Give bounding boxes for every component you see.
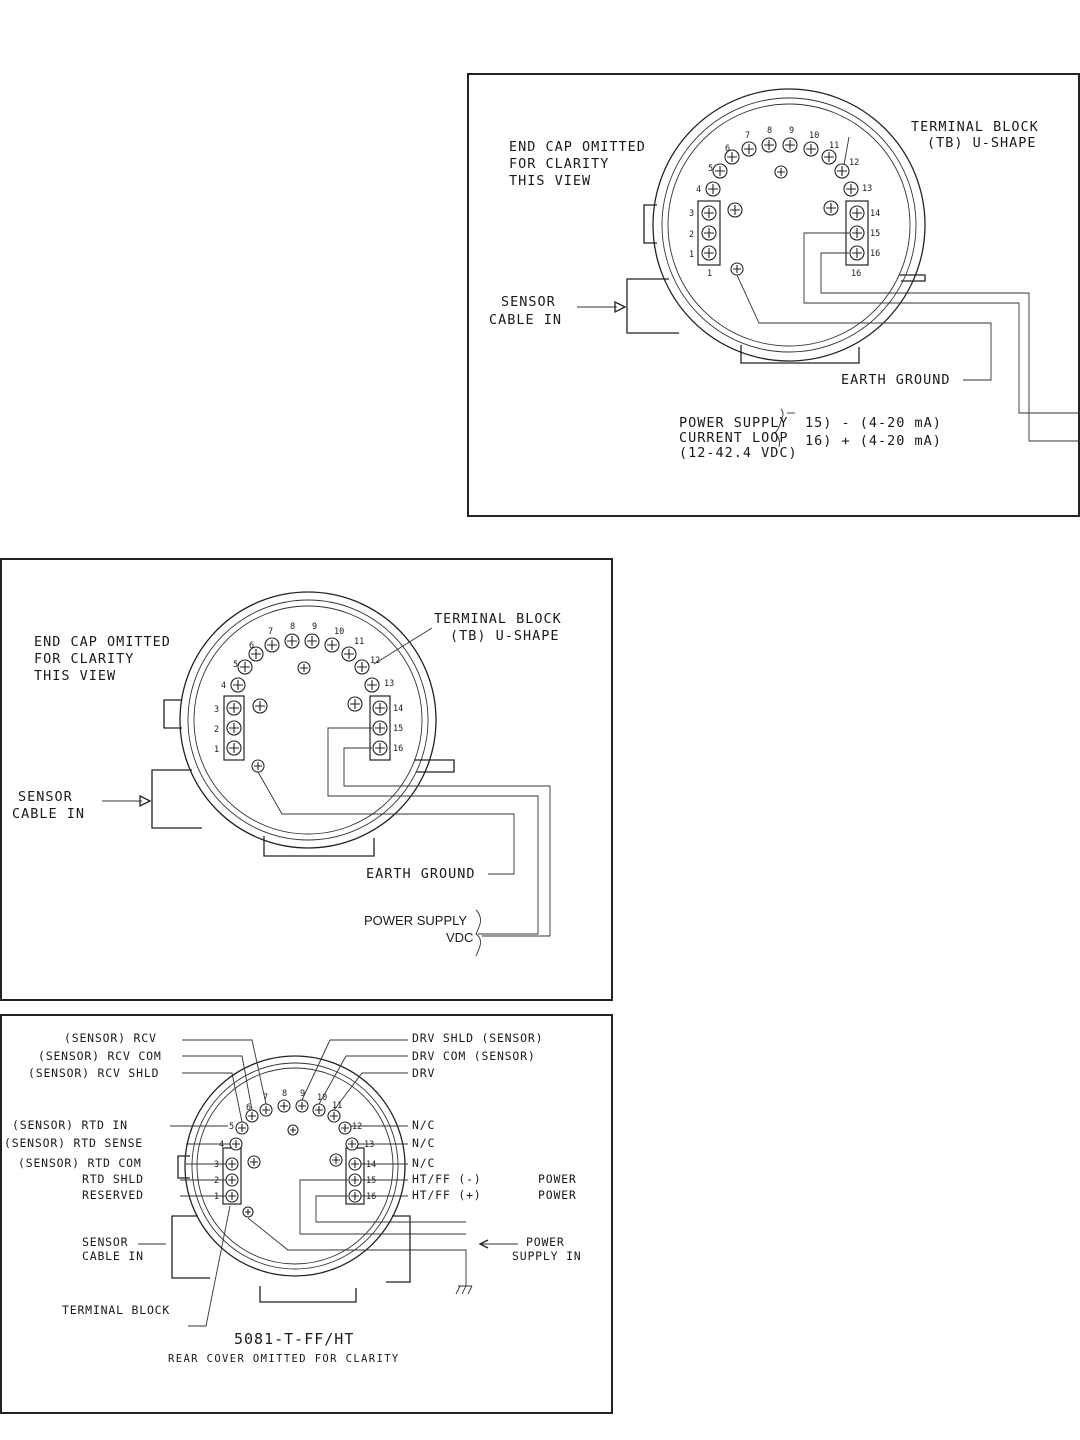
label-nc-13: N/C (412, 1136, 436, 1150)
ground-screw (731, 263, 743, 275)
label-drv: DRV (412, 1066, 436, 1080)
terminal-num-13: 13 (384, 679, 395, 689)
sensor-label-line1: SENSOR (18, 789, 73, 805)
diagram-panel-loop-wiring (467, 73, 1080, 517)
terminal-screw-16 (349, 1190, 361, 1202)
mount-screw-left (253, 699, 267, 713)
terminal-screw-7 (265, 638, 279, 652)
label-sensor-rtd-com: (SENSOR) RTD COM (18, 1156, 142, 1170)
housing-conduit-left (627, 279, 679, 333)
terminal-screw-5 (238, 660, 252, 674)
label-sensor-rtd-sense: (SENSOR) RTD SENSE (4, 1136, 144, 1150)
ground-screw (243, 1207, 253, 1217)
terminal-screw-8 (285, 634, 299, 648)
terminal-screw-1 (227, 741, 241, 755)
power-supply-in-line1: POWER (526, 1235, 565, 1249)
end-cap-note-line3: THIS VIEW (509, 173, 592, 189)
label-drv-com: DRV COM (SENSOR) (412, 1049, 536, 1063)
ground-screw (252, 760, 264, 772)
terminal-num-12: 12 (352, 1122, 363, 1132)
terminal-screw-1 (702, 246, 716, 260)
sensor-label-line1: SENSOR (501, 294, 556, 310)
label-htff-minus: HT/FF (-) (412, 1172, 482, 1186)
terminal-screw-12 (835, 164, 849, 178)
terminal-num-9: 9 (300, 1089, 306, 1099)
ps-brace (476, 910, 481, 956)
terminal-screw-9 (305, 634, 319, 648)
terminal-num-5: 5 (233, 660, 239, 670)
housing-bottom-flange (260, 1286, 356, 1302)
ground-symbol (456, 1286, 472, 1294)
terminal-screw-3 (702, 206, 716, 220)
terminal-num-1: 1 (214, 745, 220, 755)
terminal-num-10: 10 (317, 1093, 328, 1103)
sensor-label-line1: SENSOR (82, 1235, 129, 1249)
terminal-num-5: 5 (708, 164, 714, 174)
label-nc-12: N/C (412, 1118, 436, 1132)
terminal-num-15: 15 (870, 229, 881, 239)
label-sensor-rcv: (SENSOR) RCV (64, 1031, 157, 1045)
terminal-screw-15 (373, 721, 387, 735)
terminal-screw-15 (349, 1174, 361, 1186)
terminal-num-3: 3 (214, 1160, 220, 1170)
label-htff-plus: HT/FF (+) (412, 1188, 482, 1202)
terminal-screw-13 (844, 182, 858, 196)
terminal-block-label-line2: (TB) U-SHAPE (927, 135, 1037, 151)
terminal-screw-4 (231, 678, 245, 692)
loop-terminal-16-label: 16) + (4-20 mA) (805, 433, 942, 449)
terminal-num-4: 4 (696, 185, 702, 195)
wiring-diagram-2 (2, 560, 615, 1003)
terminal-num-7: 7 (268, 627, 274, 637)
terminal-screw-12 (339, 1122, 351, 1134)
terminal-screw-1 (226, 1190, 238, 1202)
terminal-screw-4 (706, 182, 720, 196)
label-sensor-rtd-in: (SENSOR) RTD IN (12, 1118, 128, 1132)
terminal-num-15: 15 (366, 1176, 377, 1186)
label-nc-14: N/C (412, 1156, 436, 1170)
terminal-num-16-lower: 16 (851, 269, 862, 279)
terminal-num-4: 4 (219, 1140, 225, 1150)
terminal-num-11: 11 (829, 141, 840, 151)
terminal-screw-13 (365, 678, 379, 692)
mount-screw-top (298, 662, 310, 674)
terminal-screw-11 (342, 647, 356, 661)
power-supply-in-line2: SUPPLY IN (512, 1249, 582, 1263)
terminal-block-leader (188, 1206, 230, 1326)
end-cap-note-line1: END CAP OMITTED (509, 139, 646, 155)
housing-conduit-right (899, 275, 925, 281)
power-supply-line3: (12-42.4 VDC) (679, 445, 798, 461)
sensor-label-line2: CABLE IN (12, 806, 86, 822)
terminal-screw-2 (702, 226, 716, 240)
label-rtd-shld: RTD SHLD (82, 1172, 144, 1186)
diagram-panel-fieldbus-terminals (0, 1014, 613, 1414)
terminal-screw-8 (762, 138, 776, 152)
terminal-num-7: 7 (263, 1093, 269, 1103)
wire-terminal-16 (344, 748, 550, 936)
terminal-num-13: 13 (862, 184, 873, 194)
end-cap-note-line3: THIS VIEW (34, 668, 117, 684)
housing-bottom-flange (264, 836, 374, 856)
label-drv-shld: DRV SHLD (SENSOR) (412, 1031, 544, 1045)
terminal-num-2: 2 (689, 230, 695, 240)
terminal-num-14: 14 (870, 209, 881, 219)
mount-screw-right (348, 697, 362, 711)
terminal-num-10: 10 (334, 627, 345, 637)
label-power-plus: POWER (538, 1188, 577, 1202)
end-cap-note-line2: FOR CLARITY (509, 156, 610, 172)
terminal-num-9: 9 (312, 622, 318, 632)
terminal-screw-16 (850, 246, 864, 260)
terminal-num-9: 9 (789, 126, 795, 136)
caption: REAR COVER OMITTED FOR CLARITY (168, 1353, 400, 1365)
terminal-block-label: TERMINAL BLOCK (62, 1303, 171, 1317)
wire-earth-ground (258, 772, 514, 874)
terminal-block-label-line1: TERMINAL BLOCK (911, 119, 1039, 135)
wire-ground (248, 1218, 466, 1286)
label-power-minus: POWER (538, 1172, 577, 1186)
diagram-panel-power-wiring (0, 558, 613, 1001)
terminal-screw-11 (328, 1110, 340, 1122)
terminal-screw-4 (230, 1138, 242, 1150)
terminal-block (223, 1100, 364, 1217)
terminal-screw-7 (260, 1104, 272, 1116)
terminal-screw-13 (346, 1138, 358, 1150)
terminal-num-5: 5 (229, 1122, 235, 1132)
end-cap-note-line1: END CAP OMITTED (34, 634, 171, 650)
loop-terminal-15-label: 15) - (4-20 mA) (805, 415, 942, 431)
terminal-screw-5 (236, 1122, 248, 1134)
earth-ground-label: EARTH GROUND (366, 866, 476, 882)
wire-terminal-15 (328, 728, 538, 934)
terminal-num-6: 6 (246, 1103, 252, 1113)
terminal-num-15: 15 (393, 724, 404, 734)
label-reserved: RESERVED (82, 1188, 144, 1202)
terminal-screw-10 (313, 1104, 325, 1116)
mount-screw-left (728, 203, 742, 217)
terminal-num-16: 16 (366, 1192, 377, 1202)
terminal-screw-2 (226, 1174, 238, 1186)
terminal-screw-7 (742, 142, 756, 156)
terminal-num-4: 4 (221, 681, 227, 691)
terminal-screw-5 (713, 164, 727, 178)
terminal-block (698, 138, 868, 275)
terminal-num-12: 12 (370, 656, 381, 666)
terminal-screw-14 (850, 206, 864, 220)
mount-screw-left (248, 1156, 260, 1168)
terminal-screw-9 (783, 138, 797, 152)
terminal-num-6: 6 (249, 641, 255, 651)
power-supply-label: POWER SUPPLY (364, 913, 468, 928)
terminal-num-2: 2 (214, 725, 220, 735)
housing-tab (178, 1156, 190, 1178)
terminal-block-label-line2: (TB) U-SHAPE (450, 628, 560, 644)
terminal-num-16: 16 (870, 249, 881, 259)
housing-conduit-right (386, 1216, 410, 1282)
terminal-num-11: 11 (354, 637, 365, 647)
mount-screw-right (330, 1154, 342, 1166)
terminal-screw-3 (227, 701, 241, 715)
terminal-num-1-lower: 1 (707, 269, 713, 279)
housing-outer-ring (180, 592, 436, 848)
model-title: 5081-T-FF/HT (234, 1330, 355, 1348)
terminal-num-14: 14 (366, 1160, 377, 1170)
terminal-block (224, 634, 390, 772)
housing-tab (644, 205, 657, 243)
terminal-block-label-line1: TERMINAL BLOCK (434, 611, 562, 627)
sensor-label-line2: CABLE IN (489, 312, 563, 328)
terminal-num-8: 8 (767, 126, 773, 136)
label-sensor-rcv-com: (SENSOR) RCV COM (38, 1049, 162, 1063)
earth-ground-label: EARTH GROUND (841, 372, 951, 388)
vdc-label: VDC (446, 930, 474, 945)
terminal-num-10: 10 (809, 131, 820, 141)
power-supply-line1: POWER SUPPLY (679, 415, 789, 431)
terminal-screw-11 (822, 150, 836, 164)
label-sensor-rcv-shld: (SENSOR) RCV SHLD (28, 1066, 160, 1080)
terminal-screw-3 (226, 1158, 238, 1170)
mount-screw-top (288, 1125, 298, 1135)
terminal-num-8: 8 (290, 622, 296, 632)
wiring-diagram-1 (469, 75, 1080, 519)
housing-conduit-right (414, 760, 454, 772)
terminal-screw-12 (355, 660, 369, 674)
housing-conduit-left (172, 1216, 210, 1278)
terminal-num-14: 14 (393, 704, 404, 714)
terminal-num-13: 13 (364, 1140, 375, 1150)
terminal-num-3: 3 (689, 209, 695, 219)
terminal-num-7: 7 (745, 131, 751, 141)
terminal-num-6: 6 (725, 144, 731, 154)
power-supply-line2: CURRENT LOOP (679, 430, 789, 446)
terminal-screw-14 (373, 701, 387, 715)
terminal-num-2: 2 (214, 1176, 220, 1186)
mount-screw-top (775, 166, 787, 178)
sensor-label-line2: CABLE IN (82, 1249, 144, 1263)
housing-tab (164, 700, 182, 728)
terminal-designation-diagram (2, 1016, 615, 1416)
terminal-screw-8 (278, 1100, 290, 1112)
terminal-num-1: 1 (214, 1192, 220, 1202)
terminal-num-1: 1 (689, 250, 695, 260)
terminal-screw-14 (349, 1158, 361, 1170)
terminal-num-16: 16 (393, 744, 404, 754)
terminal-screw-16 (373, 741, 387, 755)
end-cap-note-line2: FOR CLARITY (34, 651, 135, 667)
terminal-screw-2 (227, 721, 241, 735)
terminal-screw-9 (296, 1100, 308, 1112)
terminal-num-8: 8 (282, 1089, 288, 1099)
mount-screw-right (824, 201, 838, 215)
terminal-screw-15 (850, 226, 864, 240)
terminal-screw-10 (325, 638, 339, 652)
terminal-screw-10 (804, 142, 818, 156)
terminal-num-3: 3 (214, 705, 220, 715)
terminal-num-12: 12 (849, 158, 860, 168)
terminal-num-11: 11 (332, 1101, 343, 1111)
